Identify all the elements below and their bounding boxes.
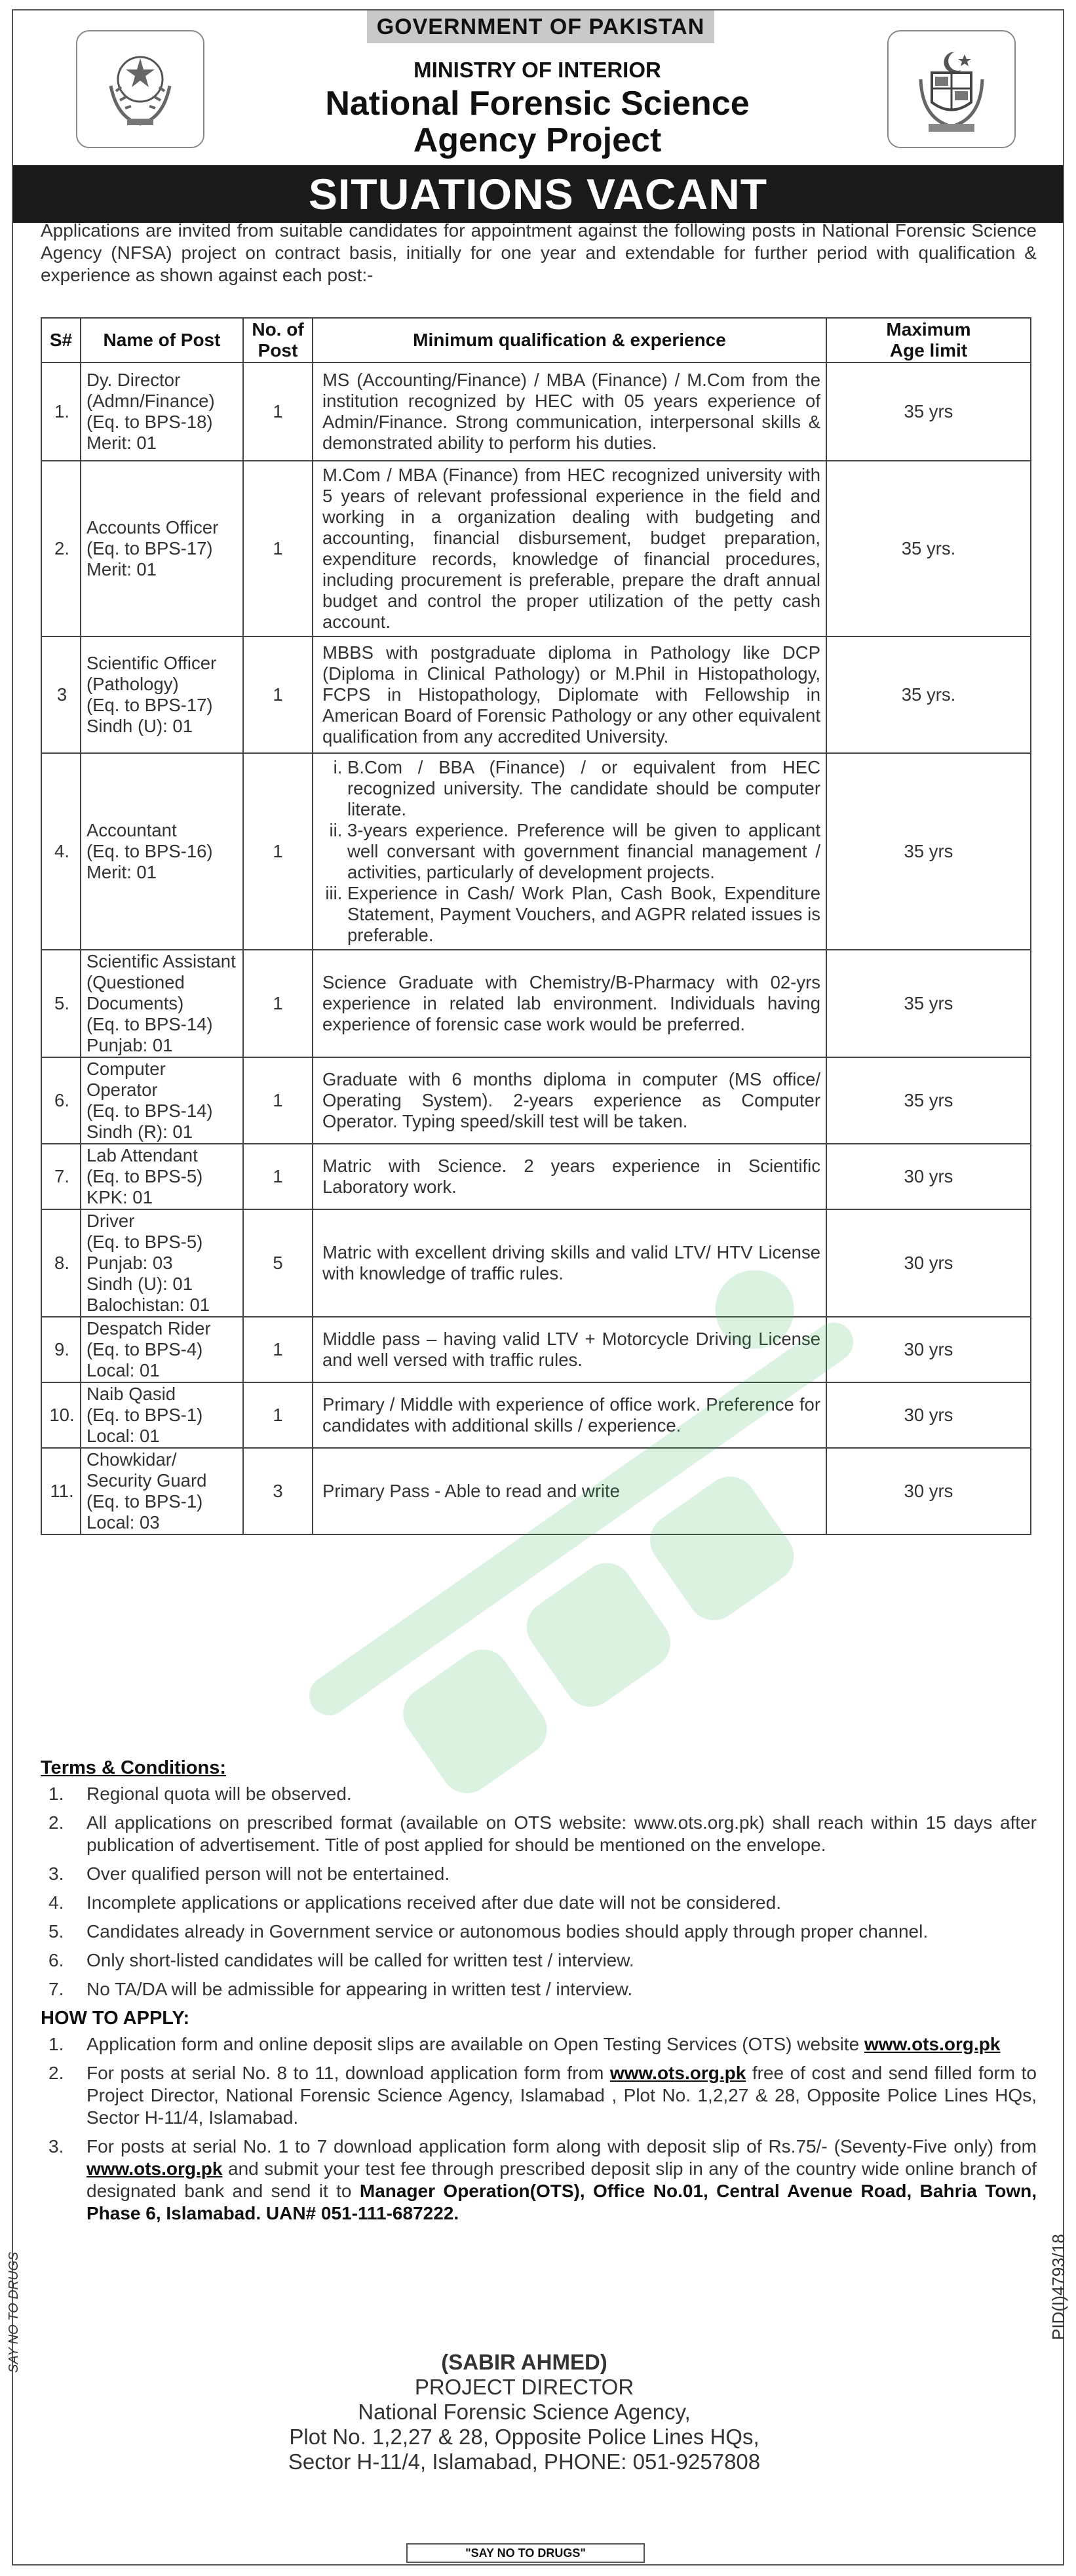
table-row: [41, 362, 1031, 461]
header-post: Name of Post: [81, 318, 243, 362]
bottom-slogan: "SAY NO TO DRUGS": [406, 2543, 645, 2563]
table-row: [41, 753, 1031, 950]
post-line: Accounts Officer: [86, 517, 219, 537]
post-line: Computer Operator: [86, 1059, 166, 1100]
post-line: Lab Attendant: [86, 1145, 198, 1165]
post-line: Driver: [86, 1211, 135, 1231]
posts-table: [41, 317, 1031, 1535]
row-post-count: 1: [243, 950, 313, 1057]
row-age-limit: 35 yrs: [826, 362, 1031, 461]
row-age-limit: 35 yrs.: [826, 461, 1031, 636]
signatory-address-line2: Plot No. 1,2,27 & 28, Opposite Police Lines HQs,: [289, 2425, 759, 2449]
row-post-count: 1: [243, 1057, 313, 1144]
apply-item: 3. For posts at serial No. 1 to 7 download application form along with deposit slip of Rs.75/- (Seventy-Five only) from www.ots.org.pk and submit your test fee through prescribed deposit slip in any of the country wide online branch of designated bank and send it to Manager Operation(OTS), Office No.01, Central Avenue Road, Bahria Town, Phase 6, Islamabad. UAN# 051-111-687222.: [48, 2136, 1037, 2223]
signatory-name: (SABIR AHMED): [441, 2350, 607, 2374]
terms-item-text: Candidates already in Government service or autonomous bodies should apply through proper channel.: [86, 1921, 929, 1942]
apply-item-3-text-b: and submit your test fee through prescribed deposit slip in any of the country wide online branch of designated bank and send it to: [86, 2158, 1037, 2201]
row-age-limit: 30 yrs: [826, 1209, 1031, 1317]
ots-website-link[interactable]: www.ots.org.pk: [609, 2063, 746, 2083]
post-line: (Eq. to BPS-14): [86, 1014, 213, 1034]
row-post-name: [81, 753, 243, 950]
row-serial: 3: [41, 636, 81, 753]
qualification-item: i. B.Com / BBA (Finance) / or equivalent from HEC recognized university. The candidate should be computer literate.: [347, 757, 820, 820]
signatory-title: PROJECT DIRECTOR: [414, 2375, 634, 2399]
table-row: [41, 461, 1031, 636]
terms-item: 6. Only short-listed candidates will be called for written test / interview.: [41, 1949, 1037, 1972]
row-post-name: [81, 461, 243, 636]
row-qualification: Graduate with 6 months diploma in computer (MS office/ Operating System). 2-years experience as Computer Operator. Typing speed/skill test will be taken.: [313, 1057, 826, 1144]
terms-item: 3. Over qualified person will not be entertained.: [41, 1863, 1037, 1885]
row-qualification: [313, 753, 826, 950]
row-age-limit: 35 yrs: [826, 1057, 1031, 1144]
apply-item: 2. For posts at serial No. 8 to 11, download application form from www.ots.org.pk free of cost and send filled form to Project Director, National Forensic Science Agency, Islamabad , Plot No. 1,2,27 & 28, Opposite Police Lines HQs, Sector H-11/4, Islamabad.: [48, 2063, 1037, 2128]
post-line: Dy. Director: [86, 370, 181, 390]
post-line: Naib Qasid: [86, 1384, 176, 1404]
post-line: Accountant: [86, 820, 177, 840]
post-line: (Eq. to BPS-5): [86, 1166, 203, 1186]
post-line: (Eq. to BPS-1): [86, 1491, 203, 1512]
row-qualification: Primary Pass - Able to read and write: [313, 1448, 826, 1534]
post-line: (Admn/Finance): [86, 391, 215, 411]
row-serial: 9.: [41, 1317, 81, 1382]
header-qual: Minimum qualification & experience: [313, 318, 826, 362]
row-age-limit: 30 yrs: [826, 1144, 1031, 1209]
ministry-emblem-icon: [76, 30, 204, 148]
table-body: [41, 362, 1031, 1534]
agency-title: [210, 85, 865, 159]
row-qualification: Matric with excellent driving skills and valid LTV/ HTV License with knowledge of traffic rules.: [313, 1209, 826, 1317]
table-row: [41, 636, 1031, 753]
post-line: Despatch Rider: [86, 1318, 211, 1338]
header-qty-line1: No. of: [252, 319, 304, 340]
post-line: Punjab: 01: [86, 1035, 173, 1055]
row-post-count: 1: [243, 753, 313, 950]
post-line: (Eq. to BPS-17): [86, 538, 213, 558]
post-line: Sindh (U): 01: [86, 716, 193, 736]
post-line: Scientific Assistant: [86, 951, 236, 971]
row-serial: 2.: [41, 461, 81, 636]
post-line: Merit: 01: [86, 862, 157, 882]
post-line: (Eq. to BPS-4): [86, 1339, 203, 1359]
post-line: Sindh (R): 01: [86, 1122, 193, 1142]
header-age: [826, 318, 1031, 362]
terms-heading: Terms & Conditions:: [41, 1757, 227, 1778]
table-row: [41, 1448, 1031, 1534]
terms-item: 2. All applications on prescribed format (available on OTS website: www.ots.org.pk) shall reach within 15 days after publication of advertisement. Title of post applied for should be mentioned on the envelope.: [48, 1812, 1037, 1855]
state-emblem-icon: [887, 30, 1016, 148]
signatory-address-line3: Sector H-11/4, Islamabad, PHONE: 051-9257808: [288, 2449, 761, 2474]
apply-item: 1. Application form and online deposit slips are available on Open Testing Services (OTS) website www.ots.org.pk: [48, 2034, 1001, 2054]
row-age-limit: 35 yrs: [826, 753, 1031, 950]
terms-section: [41, 1757, 1037, 2231]
row-qualification: Middle pass – having valid LTV + Motorcycle Driving License and well versed with traffic rules.: [313, 1317, 826, 1382]
post-line: Merit: 01: [86, 559, 157, 579]
ots-website-link[interactable]: www.ots.org.pk: [864, 2034, 1001, 2054]
row-post-count: 1: [243, 636, 313, 753]
ots-website-link[interactable]: www.ots.org.pk: [86, 2158, 223, 2179]
apply-item-3-text-a: For posts at serial No. 1 to 7 download application form along with deposit slip of Rs.75/- (Seventy-Five only) from: [86, 2136, 1037, 2156]
row-serial: 8.: [41, 1209, 81, 1317]
row-post-name: [81, 950, 243, 1057]
row-serial: 5.: [41, 950, 81, 1057]
post-line: Sindh (U): 01: [86, 1274, 193, 1294]
row-serial: 7.: [41, 1144, 81, 1209]
apply-item-1-text: Application form and online deposit slips are available on Open Testing Services (OTS) website: [86, 2034, 864, 2054]
qualification-item: ii. 3-years experience. Preference will be given to applicant well conversant with government financial management / activities, particularly of development projects.: [347, 820, 820, 883]
terms-item: 7. No TA/DA will be admissible for appearing in written test / interview.: [41, 1978, 1037, 2000]
post-line: Documents): [86, 993, 184, 1013]
pid-number: PID(I)4793/18: [1048, 2234, 1068, 2340]
apply-item-2-text-a: For posts at serial No. 8 to 11, download application form from: [86, 2063, 610, 2083]
row-age-limit: 30 yrs: [826, 1317, 1031, 1382]
row-post-count: 1: [243, 1317, 313, 1382]
agency-title-line1: National Forensic Science: [325, 85, 750, 123]
header-qty: [243, 318, 313, 362]
terms-item: 4. Incomplete applications or applications received after due date will not be considered.: [41, 1892, 1037, 1914]
row-qualification: Matric with Science. 2 years experience in Scientific Laboratory work.: [313, 1144, 826, 1209]
post-line: Security Guard: [86, 1470, 207, 1491]
row-serial: 6.: [41, 1057, 81, 1144]
post-line: Scientific Officer: [86, 653, 217, 673]
post-line: Punjab: 03: [86, 1253, 173, 1273]
row-qualification: MBBS with postgraduate diploma in Pathology like DCP (Diploma in Clinical Pathology) or M.Phil in Histopathology, FCPS in Histopathology, Diplomate with Fellowship in American Board of Forensic Pathology or any other equivalent qualification from any accredited University.: [313, 636, 826, 753]
header-age-line2: Age limit: [889, 340, 968, 361]
post-line: (Eq. to BPS-14): [86, 1101, 213, 1121]
agency-title-line2: Agency Project: [413, 121, 662, 159]
row-qualification: Primary / Middle with experience of office work. Preference for candidates with additional skills / experience.: [313, 1382, 826, 1448]
table-row: [41, 1144, 1031, 1209]
post-line: (Eq. to BPS-18): [86, 412, 213, 432]
terms-item-text: Incomplete applications or applications received after due date will not be considered.: [86, 1892, 781, 1913]
terms-list: [41, 1783, 1037, 2000]
terms-item-text: Only short-listed candidates will be called for written test / interview.: [86, 1950, 634, 1970]
signatory-address-line1: National Forensic Science Agency,: [358, 2400, 691, 2424]
row-post-name: [81, 362, 243, 461]
row-age-limit: 30 yrs: [826, 1448, 1031, 1534]
post-line: Merit: 01: [86, 433, 157, 453]
row-post-count: 1: [243, 461, 313, 636]
row-serial: 10.: [41, 1382, 81, 1448]
row-age-limit: 35 yrs: [826, 950, 1031, 1057]
post-line: Local: 03: [86, 1512, 160, 1532]
row-qualification: M.Com / MBA (Finance) from HEC recognized university with 5 years of relevant professional experience in the field and working in a organization dealing with budgeting and accounting, financial disbursement, budget preparation, expenditure records, knowledge of financial procedures, including procurement is preferable, prepare the draft annual budget and control the proper utilization of the petty cash account.: [313, 461, 826, 636]
post-line: (Eq. to BPS-16): [86, 841, 213, 861]
post-line: (Eq. to BPS-5): [86, 1232, 203, 1252]
government-header: GOVERNMENT OF PAKISTAN: [367, 10, 714, 43]
row-post-name: [81, 1382, 243, 1448]
row-post-count: 1: [243, 362, 313, 461]
post-line: Chowkidar/: [86, 1449, 177, 1470]
row-age-limit: 30 yrs: [826, 1382, 1031, 1448]
terms-item-text: Over qualified person will not be entertained.: [86, 1864, 450, 1884]
ministry-name: MINISTRY OF INTERIOR: [413, 58, 661, 82]
row-post-count: 5: [243, 1209, 313, 1317]
terms-item: 1. Regional quota will be observed.: [41, 1783, 1037, 1805]
row-serial: 11.: [41, 1448, 81, 1534]
qualification-item: iii. Experience in Cash/ Work Plan, Cash Book, Expenditure Statement, Payment Vouchers, and AGPR related issues is preferable.: [347, 883, 820, 946]
row-serial: 1.: [41, 362, 81, 461]
terms-item: 5. Candidates already in Government service or autonomous bodies should apply through proper channel.: [41, 1921, 1037, 1943]
row-post-count: 1: [243, 1382, 313, 1448]
post-line: (Eq. to BPS-17): [86, 695, 213, 715]
row-post-name: [81, 636, 243, 753]
ots-office-address: Manager Operation(OTS), Office No.01, Central Avenue Road, Bahria Town, Phase 6, Islamabad. UAN# 051-111-687222.: [86, 2181, 1037, 2223]
post-line: (Pathology): [86, 674, 179, 694]
post-line: Local: 01: [86, 1360, 160, 1380]
signature-block: [197, 2350, 852, 2474]
header-age-line1: Maximum: [886, 319, 971, 340]
row-post-name: [81, 1209, 243, 1317]
row-post-name: [81, 1317, 243, 1382]
header-sn: S#: [41, 318, 81, 362]
terms-item-text: No TA/DA will be admissible for appearing in written test / interview.: [86, 1979, 633, 1999]
table-row: [41, 1382, 1031, 1448]
situations-vacant-banner: SITUATIONS VACANT: [13, 165, 1063, 223]
table-header-row: [41, 318, 1031, 362]
row-age-limit: 35 yrs.: [826, 636, 1031, 753]
table-row: [41, 1317, 1031, 1382]
terms-item-text: Regional quota will be observed.: [86, 1784, 352, 1804]
post-line: KPK: 01: [86, 1187, 153, 1207]
post-line: (Eq. to BPS-1): [86, 1405, 203, 1425]
side-slogan: SAY NO TO DRUGS: [7, 2252, 21, 2373]
row-post-name: [81, 1448, 243, 1534]
table-row: [41, 1057, 1031, 1144]
row-post-count: 3: [243, 1448, 313, 1534]
post-line: Balochistan: 01: [86, 1295, 210, 1315]
table-row: [41, 1209, 1031, 1317]
intro-paragraph: Applications are invited from suitable candidates for appointment against the following posts in National Forensic Science Agency (NFSA) project on contract basis, initially for one year and extendable for further period with qualification & experience as shown against each post:-: [41, 220, 1037, 285]
post-line: (Questioned: [86, 972, 185, 992]
row-serial: 4.: [41, 753, 81, 950]
table-row: [41, 950, 1031, 1057]
post-line: Local: 01: [86, 1426, 160, 1446]
header-qty-line2: Post: [258, 340, 298, 361]
row-qualification: MS (Accounting/Finance) / MBA (Finance) / M.Com from the institution recognized by HEC with 05 years experience of Admin/Finance. Strong communication, interpersonal skills & demonstrated ability to perform his duties.: [313, 362, 826, 461]
row-post-count: 1: [243, 1144, 313, 1209]
apply-item-2-text-b: free of cost and send filled form to Project Director, National Forensic Science Agency, Islamabad , Plot No. 1,2,27 & 28, Opposite Police Lines HQs, Sector H-11/4, Islamabad.: [86, 2063, 1037, 2128]
row-post-name: [81, 1057, 243, 1144]
terms-item-text: All applications on prescribed format (available on OTS website: www.ots.org.pk) shall reach within 15 days after publication of advertisement. Title of post applied for should be mentioned on the envelope.: [86, 1812, 1037, 1855]
row-qualification: Science Graduate with Chemistry/B-Pharmacy with 02-yrs experience in related lab environment. Individuals having experience of forensic case work would be preferred.: [313, 950, 826, 1057]
row-post-name: [81, 1144, 243, 1209]
how-to-apply-heading: HOW TO APPLY:: [41, 2008, 190, 2029]
